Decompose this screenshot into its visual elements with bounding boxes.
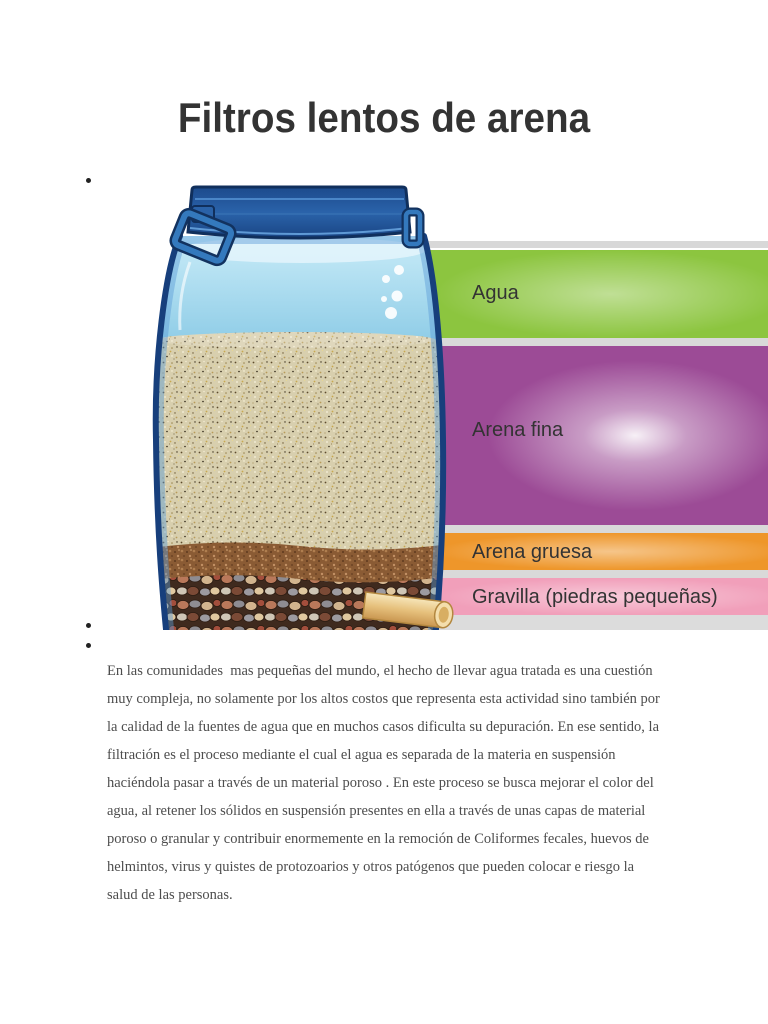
band-arena-gruesa-glow — [418, 533, 768, 570]
bubble — [382, 275, 390, 283]
paragraph-line: agua, al retener los sólidos en suspensión presentes en ella a través de unas capas de material — [107, 803, 646, 819]
paragraph-line: helmintos, virus y quistes de protozoarios y otros patógenos que pueden colocar e riesgo la — [107, 859, 635, 875]
body-paragraph — [107, 657, 727, 909]
band-agua-glow — [418, 250, 768, 338]
layer-label-arena-gruesa: Arena gruesa — [472, 541, 593, 563]
layer-bands — [418, 241, 768, 630]
list-bullet — [86, 178, 91, 183]
band-arena-fina-glow — [418, 346, 768, 525]
band-separator — [418, 525, 768, 533]
sand-filter-illustration — [152, 185, 768, 630]
bubble — [381, 296, 387, 302]
paragraph-line: muy compleja, no solamente por los altos costos que representa esta actividad sino también por — [107, 691, 660, 707]
paragraph-line: En las comunidades mas pequeñas del mundo, el hecho de llevar agua tratada es una cuestión — [107, 663, 653, 679]
band-separator — [418, 615, 768, 630]
paragraph-line: la calidad de la fuentes de agua que en muchos casos dificulta su depuración. En ese sentido, la — [107, 719, 660, 735]
bubble — [392, 291, 403, 302]
jar-contents — [152, 228, 450, 630]
list-bullet — [86, 643, 91, 648]
bubble — [385, 307, 397, 319]
list-bullet — [86, 623, 91, 628]
paragraph-line: filtración es el proceso mediante el cual el agua es separada de la materia en suspensión — [107, 747, 616, 763]
page-title: Filtros lentos de arena — [177, 94, 591, 141]
band-separator — [418, 570, 768, 578]
paragraph-line: haciéndola pasar a través de un material poroso . En este proceso se busca mejorar el color del — [107, 775, 654, 791]
band-separator — [418, 241, 768, 248]
fine-sand-layer — [152, 340, 450, 560]
paragraph-line: salud de las personas. — [107, 887, 233, 903]
layer-label-gravilla: Gravilla (piedras pequeñas) — [472, 586, 718, 608]
layer-label-agua: Agua — [472, 282, 519, 304]
band-separator — [418, 338, 768, 346]
bubble — [394, 265, 404, 275]
layer-label-arena-fina: Arena fina — [472, 419, 564, 441]
fine-sand-top-highlight — [156, 332, 436, 348]
paragraph-line: poroso o granular y contribuir enormemente en la remoción de Coliformes fecales, huevos de — [107, 831, 649, 847]
